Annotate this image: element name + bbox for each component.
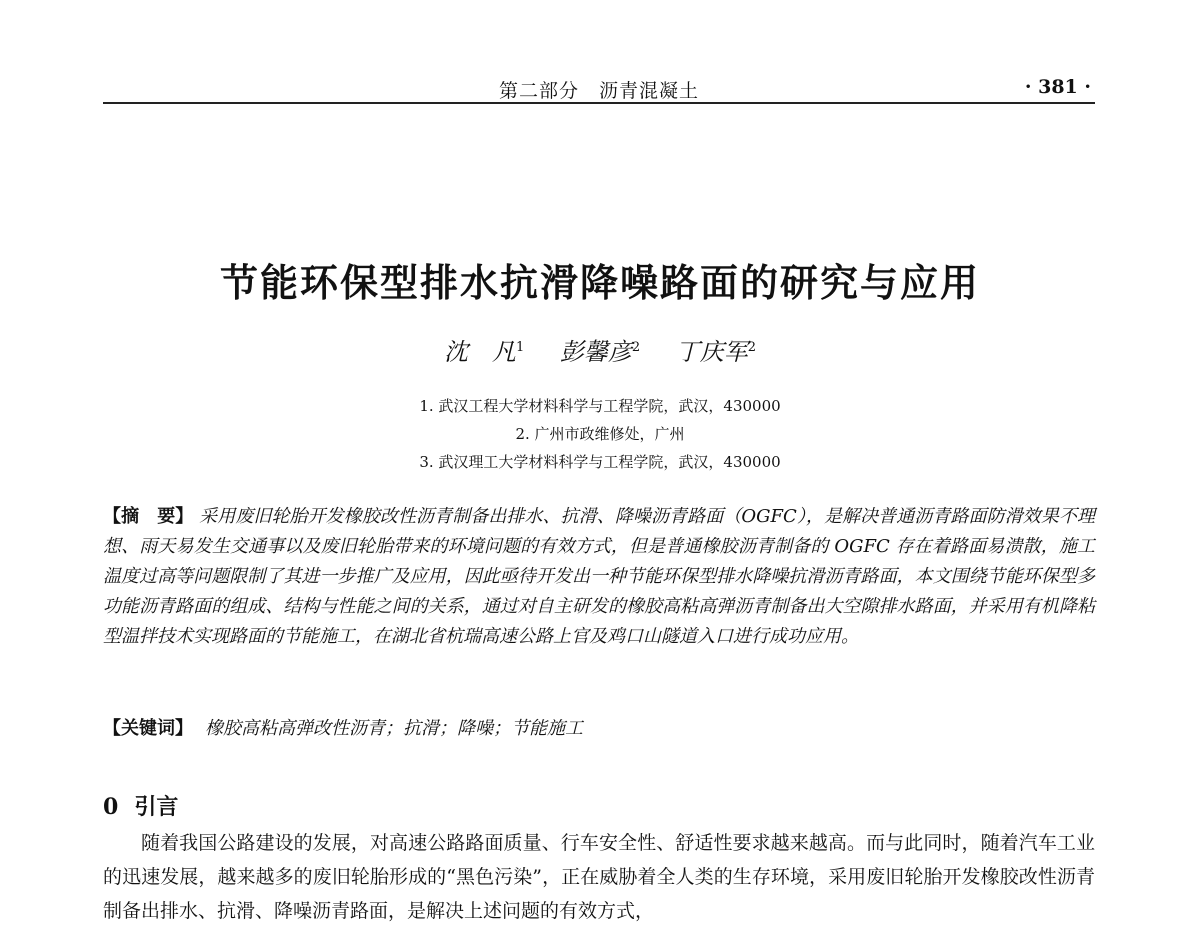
affiliation-1: 1. 武汉工程大学材料科学与工程学院，武汉，430000 [419, 397, 781, 415]
author-3: 丁庆军$^2$ [675, 338, 757, 366]
page-number: · 381 · [1024, 76, 1091, 98]
keywords-label: 【关键词】 [103, 718, 193, 739]
section-number: 0 [103, 794, 119, 820]
section-heading [103, 790, 178, 821]
abstract-text: 采用废旧轮胎开发橡胶改性沥青制备出排水、抗滑、降噪沥青路面（OGFC），是解决普通沥青路面防滑效果不理想、雨天易发生交通事以及废旧轮胎带来的环境问题的有效方式，但是普通橡胶沥青制备的 OGFC 存在着路面易溃散，施工温度过高等问题限制了其进一步推广及应用，因此亟待开发出一种节能环保型排水降噪抗滑沥青路面，本文围绕节能环保型多功能沥青路面的组成、结构与性能之间的关系，通过对自主研发的橡胶高粘高弹沥青制备出大空隙排水路面，并采用有机降粘型温拌技术实现路面的节能施工，在湖北省杭瑞高速公路上官及鸡口山隧道入口进行成功应用。 [103, 506, 1095, 647]
author-1: 沈 凡$^1$ [443, 338, 525, 366]
running-title: 第二部分 沥青混凝土 [498, 80, 699, 102]
intro-paragraph: 随着我国公路建设的发展，对高速公路路面质量、行车安全性、舒适性要求越来越高。而与此同时，随着汽车工业的迅速发展，越来越多的废旧轮胎形成的“黑色污染”，正在威胁着全人类的生存环境，采用废旧轮胎开发橡胶改性沥青制备出排水、抗滑、降噪沥青路面，是解决上述问题的有效方式， [103, 832, 1095, 922]
affiliation-3: 3. 武汉理工大学材料科学与工程学院，武汉，430000 [419, 453, 781, 471]
keywords [103, 714, 1095, 744]
keywords-text: 橡胶高粘高弹改性沥青；抗滑；降噪；节能施工 [205, 718, 583, 739]
paper-title: 节能环保型排水抗滑降噪路面的研究与应用 [219, 260, 980, 305]
running-header [103, 66, 1095, 104]
section-title: 引言 [134, 795, 179, 820]
affiliation-list [0, 392, 1200, 476]
author-list [0, 328, 1200, 372]
abstract [103, 502, 1095, 652]
abstract-label: 【摘 要】 [103, 506, 194, 527]
affiliation-2: 2. 广州市政维修处，广州 [515, 425, 685, 443]
author-2: 彭馨彦$^2$ [559, 338, 641, 366]
